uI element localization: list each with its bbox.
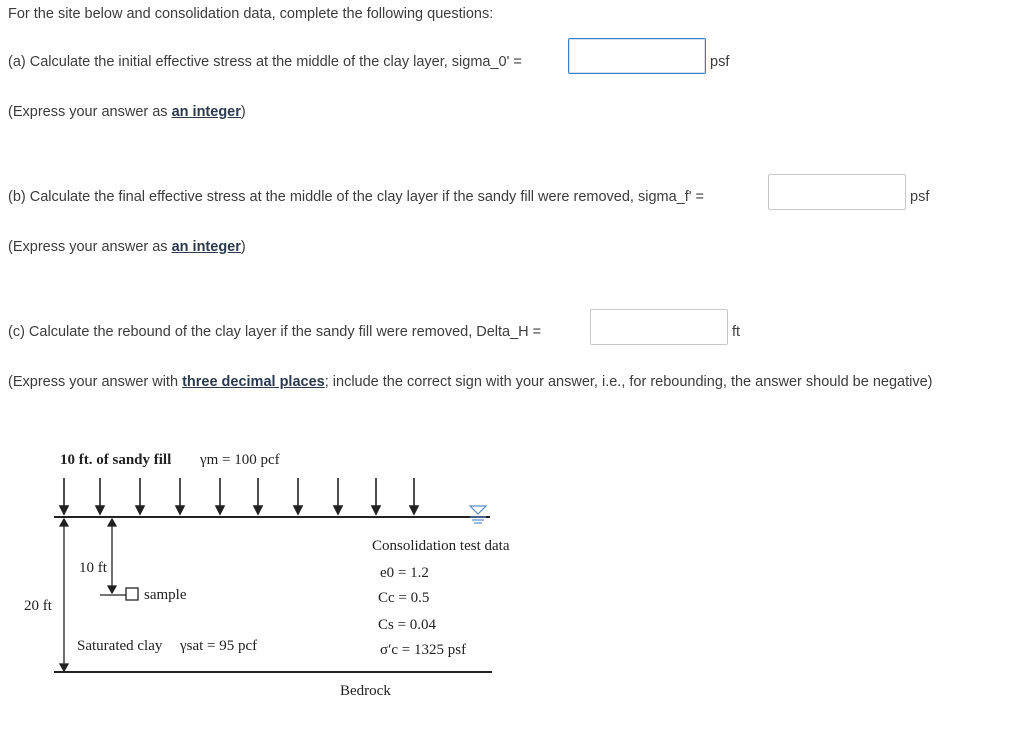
- test-data-title: Consolidation test data: [372, 538, 510, 554]
- sample-icon: [126, 588, 138, 600]
- total-depth-dimension: [60, 519, 68, 671]
- e0-value: e0 = 1.2: [380, 565, 429, 581]
- question-c-note: [8, 373, 932, 391]
- integer-link-b[interactable]: an integer: [171, 239, 241, 255]
- question-b-note: [8, 238, 246, 256]
- bedrock-label: Bedrock: [340, 683, 391, 699]
- cs-value: Cs = 0.04: [378, 617, 437, 633]
- water-table-icon: [470, 506, 486, 523]
- question-a-note: [8, 103, 246, 121]
- note-c-suffix: ; include the correct sign with your answer, i.e., for rebounding, the answer should be negative): [324, 374, 933, 390]
- sample-label: sample: [144, 587, 187, 603]
- sample-depth-dimension: [100, 519, 126, 595]
- note-a-suffix: ): [240, 104, 246, 120]
- note-b-prefix: (Express your answer as: [8, 239, 172, 255]
- total-depth-label: 20 ft: [24, 598, 52, 614]
- note-c-prefix: (Express your answer with: [8, 374, 183, 390]
- surcharge-arrows: [60, 478, 418, 514]
- note-b-suffix: ): [240, 239, 246, 255]
- answer-b-unit: psf: [910, 189, 930, 205]
- answer-a-unit: psf: [710, 54, 730, 70]
- clay-gamma: γsat = 95 pcf: [180, 638, 258, 654]
- soil-profile-figure: [0, 440, 560, 720]
- answer-a-input[interactable]: [568, 38, 706, 74]
- question-b-prompt: (b) Calculate the final effective stress at the middle of the clay layer if the sandy fill were removed, sigma_f' =: [8, 189, 705, 205]
- intro-text: For the site below and consolidation data, complete the following questions:: [8, 6, 494, 22]
- integer-link-a[interactable]: an integer: [171, 104, 241, 120]
- fill-gamma: γm = 100 pcf: [200, 452, 280, 468]
- question-c-prompt: (c) Calculate the rebound of the clay layer if the sandy fill were removed, Delta_H =: [8, 324, 542, 340]
- answer-c-input[interactable]: [590, 309, 728, 345]
- cc-value: Cc = 0.5: [378, 590, 430, 606]
- fill-label: 10 ft. of sandy fill: [60, 452, 172, 468]
- sample-depth-label: 10 ft: [79, 560, 107, 576]
- decimal-places-link[interactable]: three decimal places: [182, 374, 325, 390]
- question-a-prompt: (a) Calculate the initial effective stress at the middle of the clay layer, sigma_0' =: [8, 54, 522, 70]
- clay-label: Saturated clay: [77, 638, 163, 654]
- note-a-prefix: (Express your answer as: [8, 104, 172, 120]
- sigma-c-value: σ′c = 1325 psf: [380, 642, 467, 658]
- answer-c-unit: ft: [732, 324, 741, 340]
- answer-b-input[interactable]: [768, 174, 906, 210]
